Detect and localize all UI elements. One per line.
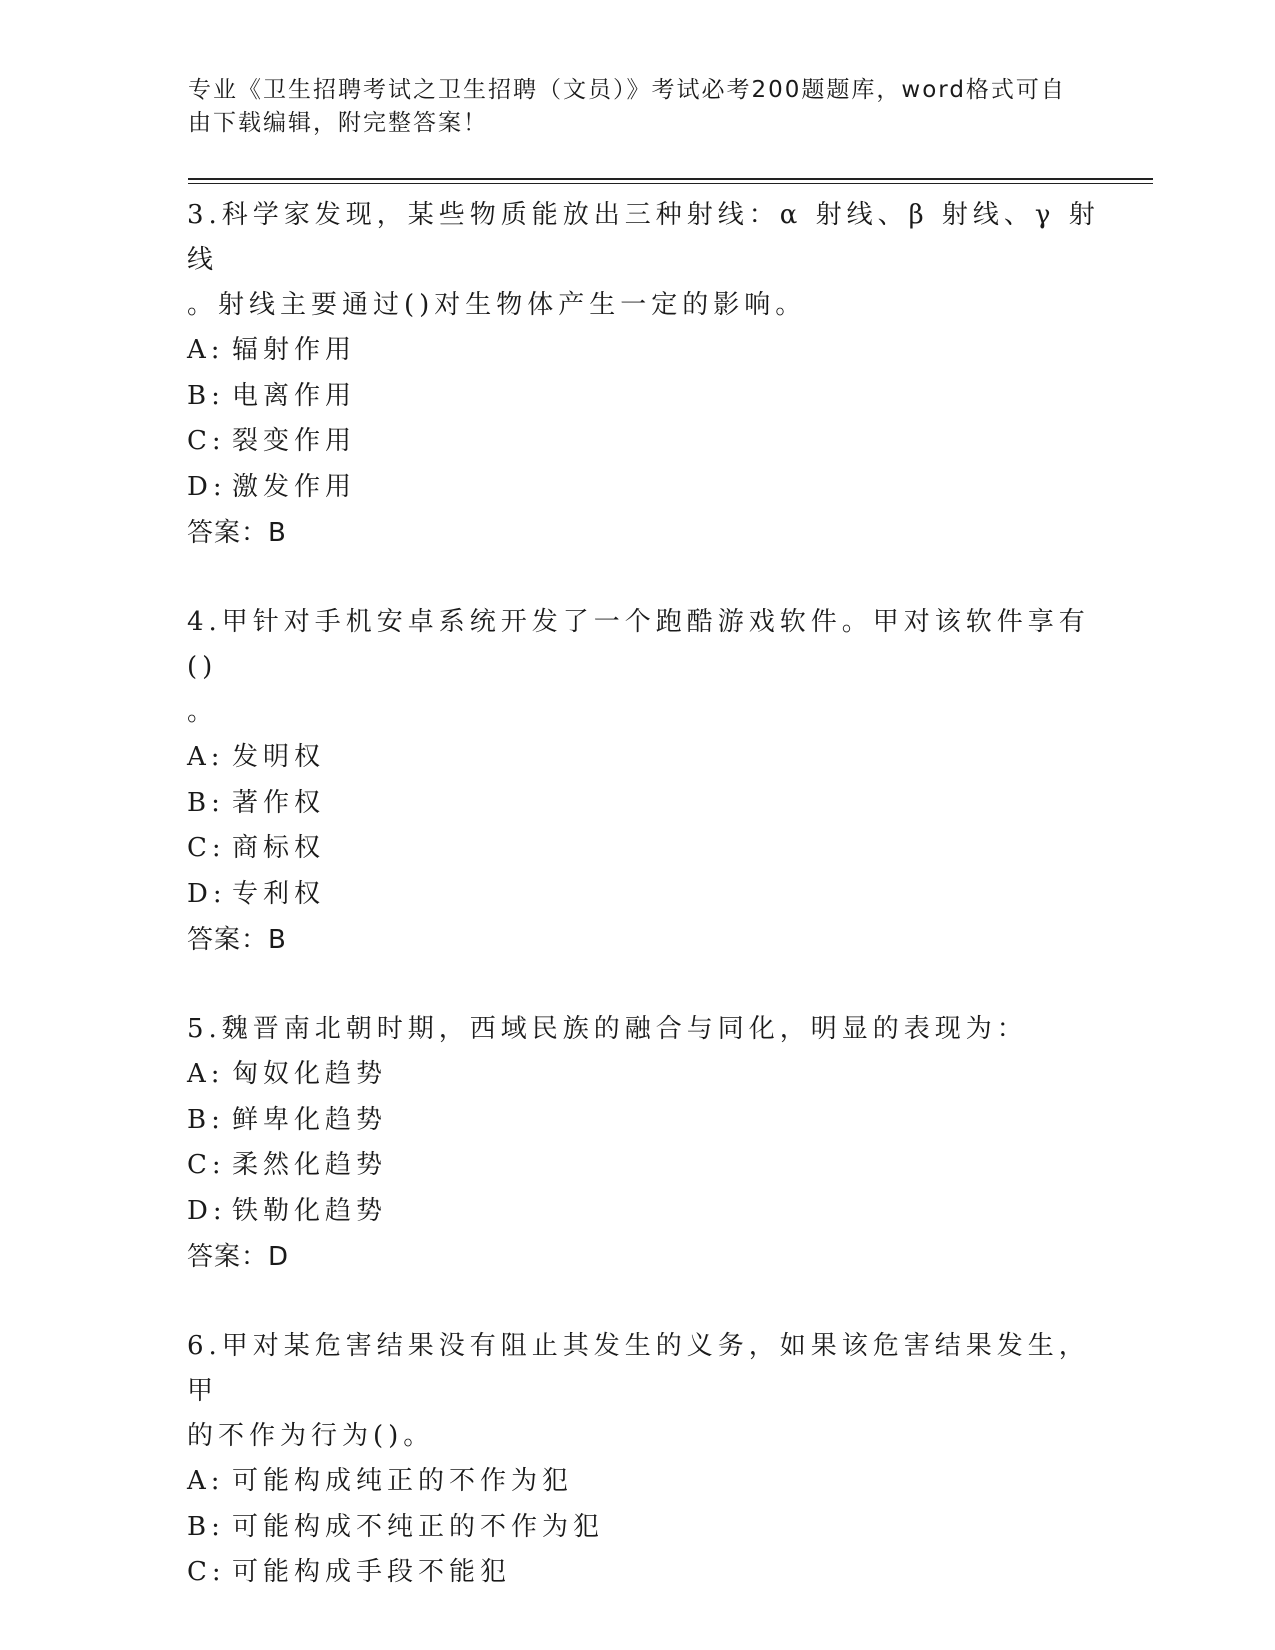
answer-line: 答案：D (187, 1242, 290, 1272)
option-c (187, 1550, 1107, 1596)
question-text: 5.魏晋南北朝时期，西域民族的融合与同化，明显的表现为： (187, 1014, 1028, 1044)
question-text: 6.甲对某危害结果没有阻止其发生的义务，如果该危害结果发生，甲 的不作为行为()。 (187, 1331, 1090, 1451)
option-letter: D: (187, 471, 227, 502)
option-b (187, 1098, 1107, 1144)
option-letter: D: (187, 1195, 227, 1226)
option-a (187, 1052, 1107, 1098)
option-letter: A: (187, 1059, 225, 1089)
option-text: 著作权 (232, 787, 326, 818)
header-rule-thick (188, 178, 1153, 180)
option-letter: B: (187, 1104, 225, 1135)
option-b (187, 374, 1107, 420)
option-c (187, 826, 1107, 872)
option-a (187, 735, 1107, 781)
option-letter: A: (187, 335, 225, 365)
option-letter: C: (187, 426, 226, 456)
option-letter: A: (187, 1466, 225, 1496)
option-text: 可能构成纯正的不作为犯 (232, 1466, 574, 1496)
option-letter: A: (187, 742, 225, 772)
option-letter: C: (187, 1557, 226, 1587)
option-a (187, 1459, 1107, 1505)
option-text: 铁勒化趋势 (232, 1195, 388, 1226)
option-b (187, 1505, 1107, 1551)
question-list (187, 193, 1107, 1640)
option-letter: C: (187, 833, 226, 863)
option-letter: C: (187, 1150, 226, 1180)
option-b (187, 781, 1107, 827)
option-letter: D: (187, 878, 227, 909)
option-text: 匈奴化趋势 (232, 1059, 388, 1089)
option-d (187, 872, 1107, 918)
header-line-2: 由下载编辑，附完整答案！ (188, 110, 488, 136)
option-d (187, 1189, 1107, 1235)
question-3 (187, 193, 1107, 556)
option-text: 电离作用 (232, 380, 357, 411)
option-text: 辐射作用 (232, 335, 357, 365)
option-letter: B: (187, 787, 225, 818)
option-text: 鲜卑化趋势 (232, 1104, 388, 1135)
option-letter: B: (187, 1511, 225, 1542)
question-6 (187, 1324, 1107, 1596)
question-text: 4.甲针对手机安卓系统开发了一个跑酷游戏软件。甲对该软件享有() 。 (187, 607, 1090, 727)
option-d (187, 465, 1107, 511)
option-text: 可能构成不纯正的不作为犯 (232, 1511, 605, 1542)
document-header (188, 74, 1088, 140)
option-a (187, 328, 1107, 374)
option-c (187, 1143, 1107, 1189)
option-c (187, 419, 1107, 465)
option-text: 柔然化趋势 (232, 1150, 388, 1180)
question-4 (187, 600, 1107, 963)
header-line-1: 专业《卫生招聘考试之卫生招聘（文员）》考试必考200题题库，word格式可自 (188, 77, 1066, 103)
option-text: 激发作用 (232, 471, 357, 502)
answer-line: 答案：B (187, 518, 287, 548)
option-text: 发明权 (232, 742, 326, 772)
answer-line: 答案：B (187, 925, 287, 955)
option-letter: B: (187, 380, 225, 411)
question-text: 3.科学家发现，某些物质能放出三种射线：α 射线、β 射线、γ 射线 。射线主要通过()对生物体产生一定的影响。 (187, 200, 1100, 320)
option-text: 商标权 (232, 833, 326, 863)
option-text: 裂变作用 (232, 426, 357, 456)
question-5 (187, 1007, 1107, 1280)
header-rule-thin (188, 183, 1153, 184)
option-text: 专利权 (232, 878, 326, 909)
option-text: 可能构成手段不能犯 (232, 1557, 512, 1587)
